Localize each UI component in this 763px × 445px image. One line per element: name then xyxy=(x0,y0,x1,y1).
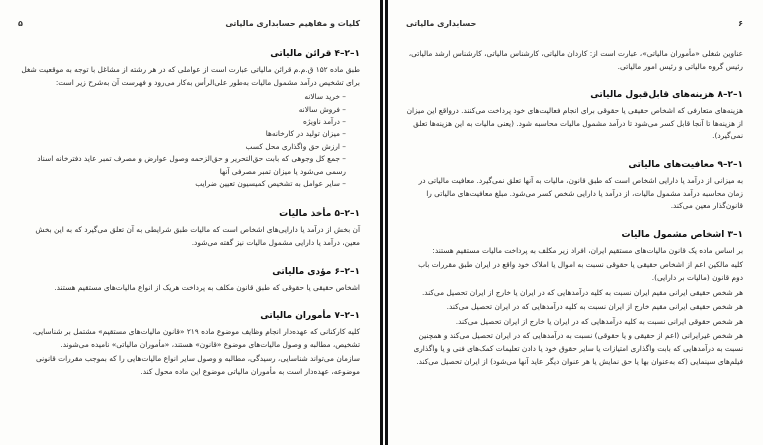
section-heading-taxable-persons: ۱–۳ اشخاص مشمول مالیات xyxy=(621,229,743,240)
left-page-number: ۵ xyxy=(18,18,23,28)
list-item: – جمع کل وجوهی که بابت حق‌التحریر و حق‌الزحمه وصول عوارض و مصرف تمبر عاید دفترخانه اسناد رسمی می‌شود یا میزان تمبر مصرفی آنها xyxy=(18,153,346,178)
right-page-number: ۶ xyxy=(738,18,743,28)
taxable-persons-item-1: کلیه مالکین اعم از اشخاص حقیقی یا حقوقی نسبت به اموال یا املاک خود واقع در ایران طبق مقررات باب دوم قانون (مالیات بر دارایی). xyxy=(418,260,743,282)
tax-indicators-intro: طبق ماده ۱۵۲ ق.م.م قرائن مالیاتی عبارت است از عواملی که در هر رشته از مشاغل با توجه به موقعیت شغل برای تشخیص درآمد مشمول مالیات به‌طور علی‌الرأس به‌کار می‌رود و فهرست آن به‌شرح زیر است: xyxy=(21,65,360,87)
taxable-persons-item-3: هر شخص حقیقی ایرانی مقیم خارج از ایران نسبت به کلیه درآمدهایی که در ایران تحصیل می‌کند. xyxy=(446,302,743,312)
tax-officers-paragraph-1: کلیه کارکنانی که عهده‌دار انجام وظایف موضوع ماده ۲۱۹ «قانون مالیات‌های مستقیم» مشتمل بر شناسایی، تشخیص، مطالبه و وصول مالیات‌های موضوع «قانون» هستند، «مأموران مالیاتی» نامیده می‌شوند. xyxy=(32,327,360,349)
left-header-title: کلیات و مفاهیم حسابداری مالیاتی xyxy=(225,18,360,28)
taxable-persons-intro: بر اساس ماده یک قانون مالیات‌های مستقیم ایران، افراد زیر مکلف به پرداخت مالیات مستقیم هستند: xyxy=(432,245,743,255)
left-page xyxy=(0,0,380,445)
section-heading-taxpayer: ۱–۲–۶ مؤدی مالیاتی xyxy=(272,266,360,277)
tax-officer-titles-text: عناوین شغلی «مأموران مالیاتی»، عبارت است از: کاردان مالیاتی، کارشناس مالیاتی، کارشناس ارشد مالیاتی، رئیس گروه مالیاتی و رئیس امور مالیاتی. xyxy=(408,49,743,71)
tax-exemptions-text: به میزانی از درآمد یا دارایی اشخاص است که طبق قانون، مالیات به آنها تعلق نمی‌گیرد. معافیت مالیاتی در زمان محاسبه درآمد مشمول مالیات، از درآمد یا دارایی شخص کسر می‌شود. مبلغ معافیت‌های مالیاتی را قانون‌گذار معین می‌کند. xyxy=(418,175,743,211)
section-heading-tax-officers: ۱–۲–۷ مأموران مالیاتی xyxy=(260,311,360,322)
right-page xyxy=(388,0,763,445)
list-item: – درآمد ناویژه xyxy=(18,116,346,128)
section-heading-tax-base: ۱–۲–۵ مأخذ مالیات xyxy=(279,209,360,220)
taxpayer-text: اشخاص حقیقی یا حقوقی که طبق قانون مکلف به پرداخت هریک از انواع مالیات‌های مستقیم هستند. xyxy=(54,282,360,292)
deductible-expenses-text: هزینه‌های متعارفی که اشخاص حقیقی یا حقوقی برای انجام فعالیت‌های خود پرداخت می‌کنند. درواقع این میزان از هزینه‌ها تا آنجا قابل کسر می‌شود تا درآمد مشمول مالیات محاسبه شود. (یعنی مالیات به این هزینه‌ها تعلق نمی‌گیرد). xyxy=(406,106,743,141)
tax-base-text: آن بخش از درآمد یا دارایی‌های اشخاص است که مالیات طبق شرایطی به آن تعلق می‌گیرد که به این بخش معین، درآمد یا دارایی مشمول مالیات نیز گفته می‌شود. xyxy=(35,225,360,248)
list-item: – سایر عوامل به تشخیص کمیسیون تعیین ضرایب xyxy=(18,178,346,190)
taxable-persons-item-5: هر شخص غیرایرانی (اعم از حقیقی و یا حقوقی) نسبت به درآمدهایی که در ایران تحصیل می‌کند و همچنین نسبت به درآمدهایی که بابت واگذاری امتیازات یا سایر حقوق خود یا دادن تعلیمات کمک‌های فنی و یا واگذاری فیلم‌های سینمایی (که به‌عنوان بها یا حق نمایش یا هر عنوان دیگر عاید آنها می‌شود) از ایران تحصیل می‌کند. xyxy=(413,331,743,366)
right-header-title: حسابداری مالیاتی xyxy=(406,18,477,28)
list-item: – ارزش حق واگذاری محل کسب xyxy=(18,141,346,153)
list-item: – خرید سالانه xyxy=(18,91,346,103)
section-heading-tax-indicators: ۱–۲–۴ قرائن مالیاتی xyxy=(270,49,360,59)
right-page-header xyxy=(406,16,743,30)
left-page-header xyxy=(18,16,360,30)
list-item: – میزان تولید در کارخانه‌ها xyxy=(18,128,346,140)
taxable-persons-item-2: هر شخص حقیقی ایرانی مقیم ایران نسبت به کلیه درآمدهایی که در ایران یا خارج از ایران تحصیل می‌کند. xyxy=(421,287,743,297)
tax-indicators-list xyxy=(18,91,360,190)
taxable-persons-item-4: هر شخص حقوقی ایرانی نسبت به کلیه درآمدهایی که در ایران یا خارج از ایران تحصیل می‌کند. xyxy=(455,316,743,326)
section-heading-tax-exemptions: ۱–۲–۹ معافیت‌های مالیاتی xyxy=(628,159,743,170)
list-item: – فروش سالانه xyxy=(18,104,346,116)
tax-officers-paragraph-2: سازمان می‌تواند شناسایی، رسیدگی، مطالبه و وصول سایر انواع مالیات‌هایی را که بموجب مقررات قانونی موضوعه، عهده‌دار است به مأموران مالیاتی موضوع این ماده محول کند. xyxy=(35,354,360,376)
book-spine xyxy=(380,0,388,445)
section-heading-deductible-expenses: ۱–۲–۸ هزینه‌های قابل‌قبول مالیاتی xyxy=(590,90,743,101)
